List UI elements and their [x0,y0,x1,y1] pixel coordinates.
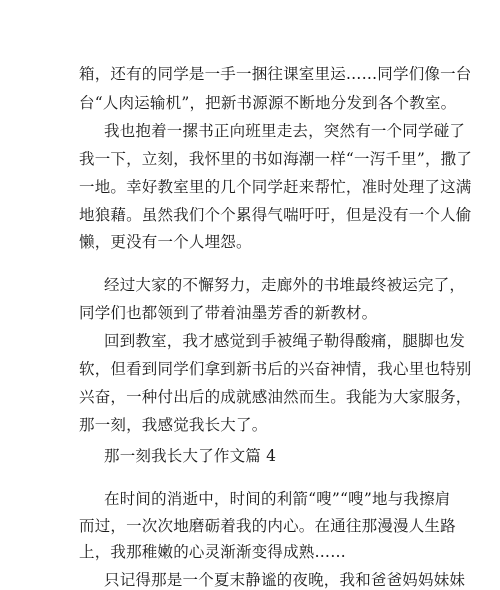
text-line: 地狼藉。虽然我们个个累得气喘吁吁，但是没有一个人偷 [79,206,472,224]
text-line: 兴奋，一种付出后的成就感油然而生。我能为大家服务， [79,388,472,406]
paragraph-start-line: 经过大家的不懈努力，走廊外的书堆最终被运完了， [104,276,466,294]
text-line: 我一下，立刻，我怀里的书如海潮一样“一泻千里”，撒了 [79,150,473,168]
text-line: 而过，一次次地磨砺着我的内心。在通往那漫漫人生路 [79,517,456,535]
text-line: 软，但看到同学们拿到新书后的兴奋神情，我心里也特别 [79,360,472,378]
text-line: 台“人肉运输机”，把新书源源不断地分发到各个教室。 [79,94,457,112]
paragraph-start-line: 我也抱着一摞书正向班里走去，突然有一个同学碰了 [104,122,466,140]
text-line: 懒，更没有一个人埋怨。 [79,233,252,251]
text-line: 同学们也都领到了带着油墨芳香的新教材。 [79,304,378,322]
section-heading: 那一刻我长大了作文篇 4 [104,447,277,465]
text-line: 上，我那稚嫩的心灵渐渐变得成熟…… [79,543,346,561]
paragraph-start-line: 只记得那是一个夏末静谧的夜晚，我和爸爸妈妈妹妹 [104,571,466,589]
text-line: 箱，还有的同学是一手一捆往课室里运……同学们像一台 [79,65,472,83]
text-line: 那一刻，我感觉我长大了。 [79,416,268,434]
paragraph-start-line: 回到教室，我才感觉到手被绳子勒得酸痛，腿脚也发 [104,332,466,350]
text-line: 一地。幸好教室里的几个同学赶来帮忙，准时处理了这满 [79,178,472,196]
paragraph-start-line: 在时间的消逝中，时间的利箭“嗖”“嗖”地与我擦肩 [104,490,451,508]
